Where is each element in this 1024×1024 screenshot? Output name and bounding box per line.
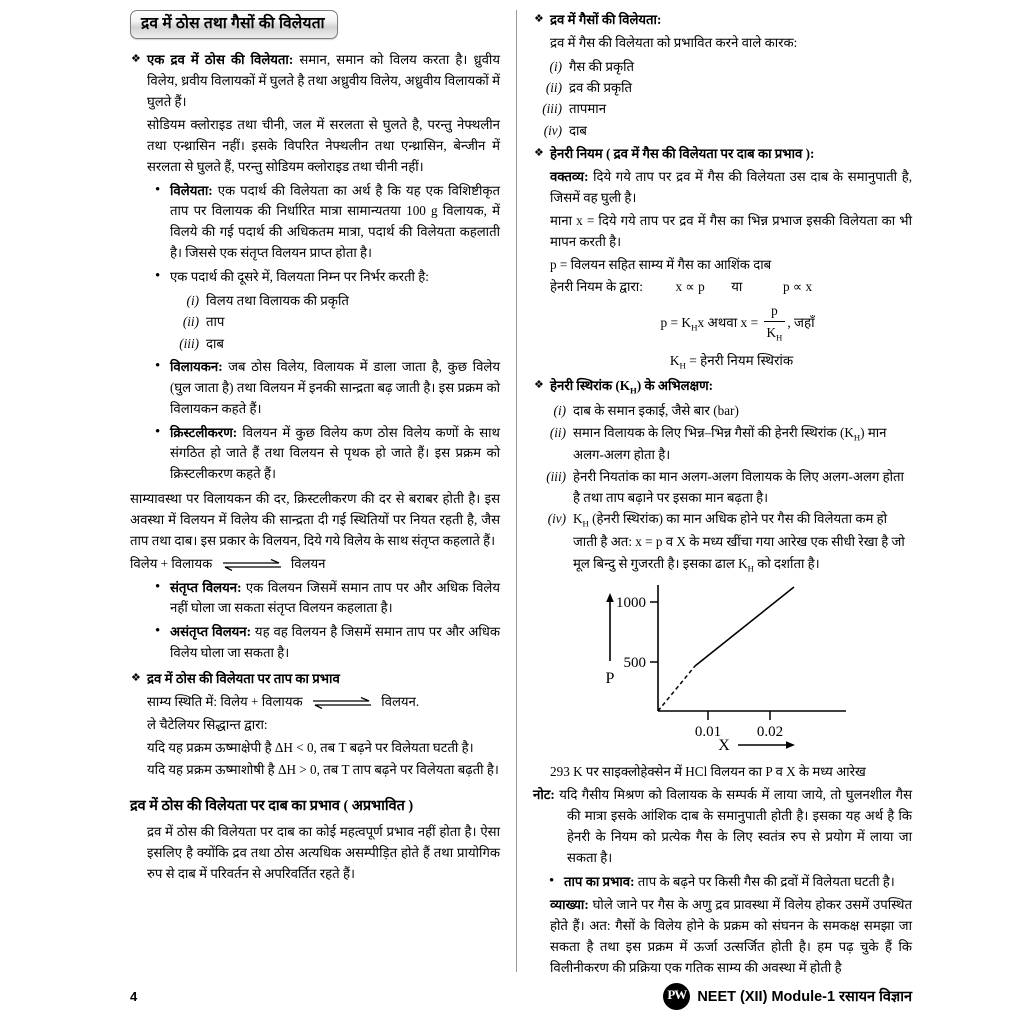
list-item-text: समान विलायक के लिए भिन्न–भिन्न गैसों की हेनरी स्थिरांक $(K_H)$ मान अलग-अलग होता है। [573, 424, 887, 463]
list-item-text: हेनरी नियतांक का मान अलग-अलग विलायक के लिए अलग-अलग होता है तथा ताप बढ़ाने पर इसका मान बढ़ता है। [573, 468, 904, 506]
section-gases-in-liquid [533, 10, 912, 31]
list-item-text: तापमान [569, 101, 607, 117]
explanation-block [550, 895, 912, 978]
list-item-text: द्रव की प्रकृति [569, 80, 633, 96]
section-solid-in-liquid [130, 50, 500, 113]
chart-series-dashed [658, 666, 695, 711]
two-column-body [130, 10, 912, 976]
chart-y-tick-label-500: 500 [623, 655, 646, 672]
section-pressure-effect-paragraph: द्रव में ठोस की विलेयता पर दाब का कोई महत्वपूर्ण प्रभाव नहीं होता है। ऐसा इसलिए है क्योंकि द्रव तथा ठोस अत्यधिक असम्पीड़ित होते हैं तथा प्रायोगिक रुप से दाब में परिवर्तन से अपरिवर्तित रहते हैं। [147, 824, 500, 881]
section-solid-in-liquid-rest: समान, समान को विलय करता है। ध्रुवीय विलेय, ध्रवीय विलायकों में घुलते है तथा अध्रुवीय विलेय, अध्रुवीय विलायकों में घुलते हैं। [147, 52, 500, 110]
list-item [533, 120, 912, 141]
dot-bullet-icon: • [155, 267, 161, 284]
dot-bullet-icon: • [155, 623, 161, 640]
bullet-solubility-text [170, 181, 500, 264]
equilibrium-arrow-icon [311, 697, 373, 708]
bullet-solubility [153, 181, 500, 264]
endothermic-line [147, 760, 500, 781]
right-column [517, 10, 912, 976]
page-number: 4 [130, 988, 138, 1004]
bullet-solvation [153, 357, 500, 420]
henry-law-label: हेनरी नियम के द्वारा: [550, 279, 643, 295]
bullet-saturated-label: संतृप्त विलयन: [170, 579, 242, 595]
section-gases-in-liquid-title: द्रव में गैसों की विलेयता: [550, 12, 662, 27]
section-kh-characteristics [533, 376, 912, 398]
note-block [533, 785, 912, 868]
pw-logo-text: PW [667, 987, 687, 1002]
bullet-saturated-solution [153, 578, 500, 620]
list-item [533, 466, 912, 509]
note-label: नोट: [533, 787, 555, 803]
le-chatelier-line: ले चैटेलियर सिद्धान्त द्वारा: [147, 716, 268, 732]
section-solid-in-liquid-title: एक द्रव में ठोस की विलेयता: [147, 52, 294, 68]
chart-x-arrow-head [786, 741, 795, 749]
henry-statement-body: दिये गये ताप पर द्रव में गैस की विलेयता उस दाब के समानुपाती है, जिसमें वह घुली है। [550, 169, 912, 205]
list-item-text: ताप [206, 314, 225, 330]
roman-number: (i) [186, 292, 199, 308]
roman-number: (iv) [543, 122, 562, 138]
exothermic-suffix: , तब T बढ़ने पर विलेयता घटती है। [313, 739, 474, 755]
henry-fraction [764, 300, 786, 346]
list-item [533, 508, 912, 575]
paragraph-nacl-sugar: सोडियम क्लोराइड तथा चीनी, जल में सरलता से घुलते है, परन्तु नेफ्थलीन तथा एन्थ्रासिन नहीं। इसके विपरित नेफ्थलीन तथा एन्थ्रासिन, बेन्जीन में सरलता से घुलते हैं, परन्तु सोडियम क्लोराइड तथा चीनी नहीं। [147, 116, 500, 174]
fraction-numerator: p [771, 303, 778, 319]
list-item-text: विलय तथा विलायक की प्रकृति [206, 292, 349, 308]
bullet-unsaturated-text [170, 622, 500, 664]
kh-symbol-sub: H [679, 360, 686, 371]
diamond-bullet-icon: ❖ [131, 53, 141, 66]
list-item [170, 290, 500, 311]
roman-number: (ii) [545, 80, 562, 96]
chart-x-tick-label-002: 0.02 [756, 724, 783, 741]
list-item [533, 422, 912, 466]
equilibrium-state-suffix: विलयन. [381, 693, 420, 709]
roman-number: (iv) [547, 511, 566, 527]
diamond-bullet-icon: ❖ [534, 147, 544, 160]
equilibrium-state-prefix: साम्य स्थिति में: विलेय + विलायक [147, 693, 303, 709]
dot-bullet-icon: • [549, 872, 555, 889]
henry-statement [550, 167, 912, 209]
roman-number: (iii) [542, 101, 562, 117]
diamond-bullet-icon: ❖ [534, 13, 544, 25]
fraction-denominator-symbol: K [766, 325, 777, 341]
pw-logo-icon [663, 983, 690, 1010]
roman-number: (i) [553, 403, 566, 419]
henry-equation-sub: H [691, 322, 698, 333]
equilibrium-arrow-icon [221, 559, 283, 570]
bullet-unsaturated-body: यह वह विलयन है जिसमें समान ताप पर और अधिक विलेय घोला जा सकता है। [170, 624, 500, 661]
bullet-temperature-effect-gas [547, 872, 912, 893]
kh-title-prefix: हेनरी स्थिरांक (K [550, 377, 631, 393]
bullet-temperature-effect-text [564, 872, 912, 893]
section-solid-in-liquid-text [147, 50, 500, 113]
bullet-unsaturated-label: असंतृप्त विलयन: [170, 624, 252, 640]
bullet-crystallisation-text [170, 423, 500, 486]
bullet-solvation-text [170, 357, 500, 420]
endothermic-suffix: , तब T ताप बढ़ने पर विलेयता बढ़ती है। [316, 762, 499, 778]
henry-or-word: या [731, 279, 743, 295]
list-item [170, 333, 500, 354]
kh-symbol: K [669, 352, 680, 368]
gases-factors-subtitle: द्रव में गैस की विलेयता को प्रभावित करने वाले कारक: [550, 34, 798, 50]
bullet-solvation-label: विलायकन: [170, 358, 223, 374]
bullet-depends-on [153, 267, 500, 354]
section-pressure-effect-title: द्रव में ठोस की विलेयता पर दाब का प्रभाव ( अप्रभावित ) [130, 798, 414, 815]
list-item [533, 77, 912, 98]
henry-assumption: माना x = दिये गये ताप पर द्रव में गैस का भिन्न प्रभाज इसकी विलेयता का भी मापन करती है। [550, 212, 912, 249]
chart-y-axis-label: P [605, 670, 614, 688]
roman-number: (i) [549, 58, 562, 74]
henry-proportion-1: x ∝ p [675, 279, 705, 295]
diamond-bullet-icon: ❖ [131, 671, 141, 684]
henry-where-word: , जहाँ [787, 315, 815, 331]
bullet-depends-on-text: एक पदार्थ की दूसरे में, विलयता निम्न पर निर्भर करती है: [170, 268, 429, 284]
kh-characteristics-list [533, 400, 912, 575]
dot-bullet-icon: • [155, 578, 161, 595]
bullet-solubility-body: एक पदार्थ की विलेयता का अर्थ है कि यह एक विशिष्टीकृत ताप पर विलायक की निर्धारित मात्रा सामान्यतया 100 g विलायक, में विलये की गई पदार्थ की अधिकतम मात्रा, पदार्थ की विलेयता कहलाती है। जिससे एक संतृप्त विलयन प्राप्त होता है। [170, 182, 500, 261]
chart-x-tick-label-001: 0.01 [694, 724, 721, 741]
depends-roman-list [170, 290, 500, 354]
henry-equation-lhs: p = K [660, 315, 692, 331]
section-temperature-effect [130, 669, 500, 690]
bullet-solubility-label: विलेयता: [170, 182, 213, 198]
list-item [533, 56, 912, 77]
equation-left-side: विलेय + विलायक [130, 555, 213, 571]
henry-proportion-2: p ∝ x [782, 279, 813, 295]
bullet-temperature-effect-body: ताप के बढ़ने पर किसी गैस की द्रवों में विलेयता घटती है। [634, 873, 895, 889]
endothermic-math: ΔH > 0 [277, 762, 317, 778]
chart-svg [598, 583, 848, 758]
list-item [170, 311, 500, 332]
equilibrium-state-equation [147, 692, 500, 713]
section-henry-law-title: हेनरी नियम ( द्रव में गैस की विलेयता पर दाब का प्रभाव ): [550, 146, 815, 162]
fraction-denominator [764, 321, 786, 346]
paragraph-equilibrium: साम्यावस्था पर विलायकन की दर, क्रिस्टलीकरण की दर से बराबर होती है। इस अवस्था में विलयन में विलेय की सान्द्रता दी गई स्थितियों पर नियत रहती है, जैस ताप तथा दाब। इस प्रकार के विलयन, दिये गये विलेय के साथ संतृप्त कहलाते हैं। [130, 491, 500, 548]
dot-bullet-icon: • [155, 181, 161, 198]
list-item-text: दाब [206, 335, 224, 351]
page-footer [130, 982, 912, 1010]
diamond-bullet-icon: ❖ [534, 378, 544, 391]
graph-caption: 293 K पर साइक्लोहेक्सेन में HCl विलयन का P व X के मध्य आरेख [550, 764, 866, 780]
list-item-text: दाब के समान इकाई, जैसे बार (bar) [573, 403, 739, 419]
section-kh-characteristics-title [550, 376, 912, 398]
bullet-temperature-effect-label: ताप का प्रभाव: [564, 873, 635, 889]
endothermic-prefix: यदि यह प्रक्रम ऊष्माशोषी है [147, 762, 275, 778]
explanation-label: व्याख्या: [550, 897, 589, 913]
chart-y-tick-label-1000: 1000 [615, 595, 646, 612]
exothermic-math: ΔH < 0 [274, 739, 314, 755]
explanation-text: घोले जाने पर गैस के अणु द्रव प्रावस्था में विलेय होकर उसमें उपस्थित होते हैं। अत: गैसों के विलेय होने के प्रक्रम को संघनन के समकक्ष समझा जा सकता है तथा इस प्रक्रम में ऊर्जा उत्सर्जित होती है। हम पढ़ चुके हैं कि विलीनीकरण की प्रक्रिया एक गतिक साम्य की अवस्था में होती है [550, 897, 912, 976]
henry-equation-mid: x अथवा x = [697, 315, 762, 331]
henry-constant-definition [533, 350, 912, 373]
bullet-solvation-body: जब ठोस विलेय, विलायक में डाला जाता है, कुछ विलेय (घुल जाता है) तथा विलयन में इनकी सान्द्रता बढ़ जाती है। इस प्रक्रम को विलायकन कहते हैं। [170, 358, 500, 416]
kh-definition-text: = हेनरी नियम स्थिरांक [685, 352, 794, 368]
henry-main-equation [533, 301, 912, 347]
section-henry-law [533, 144, 912, 165]
exothermic-prefix: यदि यह प्रक्रम ऊष्माक्षेपी है [147, 739, 272, 755]
henry-statement-label: वक्तव्य: [550, 169, 589, 185]
bullet-saturated-text [170, 578, 500, 620]
list-item [533, 98, 912, 119]
roman-number: (ii) [182, 314, 199, 330]
list-item [533, 400, 912, 421]
bullet-saturated-body: एक विलयन जिसमें समान ताप पर और अधिक विलेय नहीं घोला जा सकता संतृप्त विलयन कहलाता है। [170, 579, 500, 616]
henry-law-proportionality [550, 277, 912, 298]
bullet-crystallisation-body: विलयन में कुछ विलेय कण ठोस विलेय कणों के साथ संगठित हो जाते हैं तथा विलयन से पृथक हो जाते हैं। इस प्रक्रम को क्रिस्टलीकरण कहते हैं। [170, 424, 500, 482]
roman-number: (iii) [179, 335, 199, 351]
chart-p-arrow-head [606, 593, 614, 602]
left-column [130, 10, 516, 972]
note-text: यदि गैसीय मिश्रण को विलायक के सम्पर्क में लाया जाये, तो घुलनशील गैस की मात्रा इसके आंशिक दाब के समानुपाती होती है। इसका यह अर्थ है कि हेनरी के नियम को प्रत्येक गैस के लिए स्वतंत्र रुप से प्रयोग में लाया जा सकता है। [554, 787, 912, 865]
roman-number: (iii) [546, 468, 566, 484]
list-item-text: $K_H$ (हेनरी स्थिरांक) का मान अधिक होने पर गैस की विलेयता कम हो जाती है अत: x = p व X के मध्य खींचा गया आरेख एक सीधी रेखा है जो मूल बिन्दु से गुजरती है। इसका ढाल $K_H$ को दर्शाता है। [573, 511, 905, 574]
section-temperature-effect-title: द्रव में ठोस की विलेयता पर ताप का प्रभाव [147, 670, 340, 686]
bullet-crystallisation-label: क्रिस्टलीकरण: [170, 424, 238, 440]
kh-title-sub: H [630, 385, 637, 396]
exothermic-line [147, 738, 500, 759]
brand-title: NEET (XII) Module-1 रसायन विज्ञान [697, 989, 912, 1005]
list-item-text: दाब [569, 122, 587, 138]
list-item-text: गैस की प्रकृति [569, 58, 635, 74]
bullet-crystallisation [153, 423, 500, 486]
gases-factors-list [533, 56, 912, 142]
brand-footer [663, 983, 912, 1010]
fraction-denominator-sub: H [776, 333, 783, 343]
equation-right-side: विलयन [290, 555, 326, 571]
bullet-unsaturated-solution [153, 622, 500, 664]
dot-bullet-icon: • [155, 423, 161, 440]
roman-number: (ii) [549, 424, 566, 440]
chart-x-axis-label: X [717, 737, 730, 755]
chart-series-solid [695, 587, 794, 666]
kh-title-suffix: ) के अभिलक्षण: [636, 377, 714, 393]
dot-bullet-icon: • [155, 357, 161, 374]
page-title: द्रव में ठोस तथा गैसों की विलेयता [130, 10, 338, 39]
henry-p-definition: p = विलयन सहित साम्य में गैस का आशिंक दाब [550, 256, 772, 272]
equation-solute-solvent-solution [130, 554, 500, 575]
henry-law-graph [533, 583, 912, 758]
